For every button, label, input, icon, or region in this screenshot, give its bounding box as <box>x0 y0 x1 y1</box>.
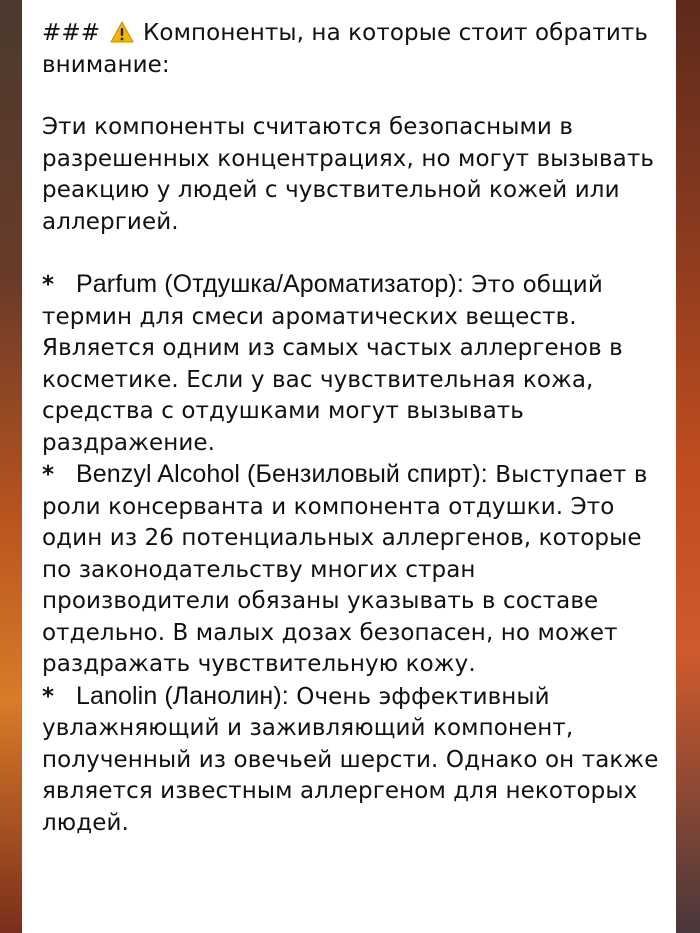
item-description: Это общий термин для смеси ароматических веществ. Является одним из самых частых аллергенов в косметике. Если у вас чувствительная кожа, средства с отдушками могут вызывать раздражение. <box>42 272 623 456</box>
intro-paragraph: Эти компоненты считаются безопасными в разрешенных концентрациях, но могут вызывать реакцию у людей с чувствительной кожей или аллергией. <box>42 114 654 235</box>
heading-prefix: ### <box>42 20 101 46</box>
list-item <box>42 681 660 840</box>
item-term: Parfum (Отдушка/Ароматизатор): <box>76 270 464 298</box>
background-right-edge <box>676 0 700 933</box>
document-page <box>22 0 676 933</box>
list-item <box>42 269 660 459</box>
warning-icon <box>110 21 134 43</box>
item-term: Lanolin (Ланолин): <box>76 681 289 710</box>
bullet: * <box>42 683 55 710</box>
item-term: Benzyl Alcohol (Бензиловый спирт): <box>76 460 488 488</box>
item-description: Очень эффективный увлажняющий и заживляющий компонент, полученный из овечьей шерсти. Однако он также является известным аллергеном для некоторых людей. <box>42 683 659 836</box>
heading-text: Компоненты, на которые стоит обратить внимание: <box>42 20 649 78</box>
background-left-edge <box>0 0 22 933</box>
bullet: * <box>42 462 55 488</box>
item-description: Выступает в роли консерванта и компонента отдушки. Это один из 26 потенциальных аллергенов, которые по законодательству многих стран производители обязаны указывать в составе отдельно. В малых дозах безопасен, но может раздражать чувствительную кожу. <box>42 462 648 677</box>
section-heading <box>42 18 660 81</box>
bullet: * <box>42 272 55 298</box>
list-item <box>42 459 660 681</box>
